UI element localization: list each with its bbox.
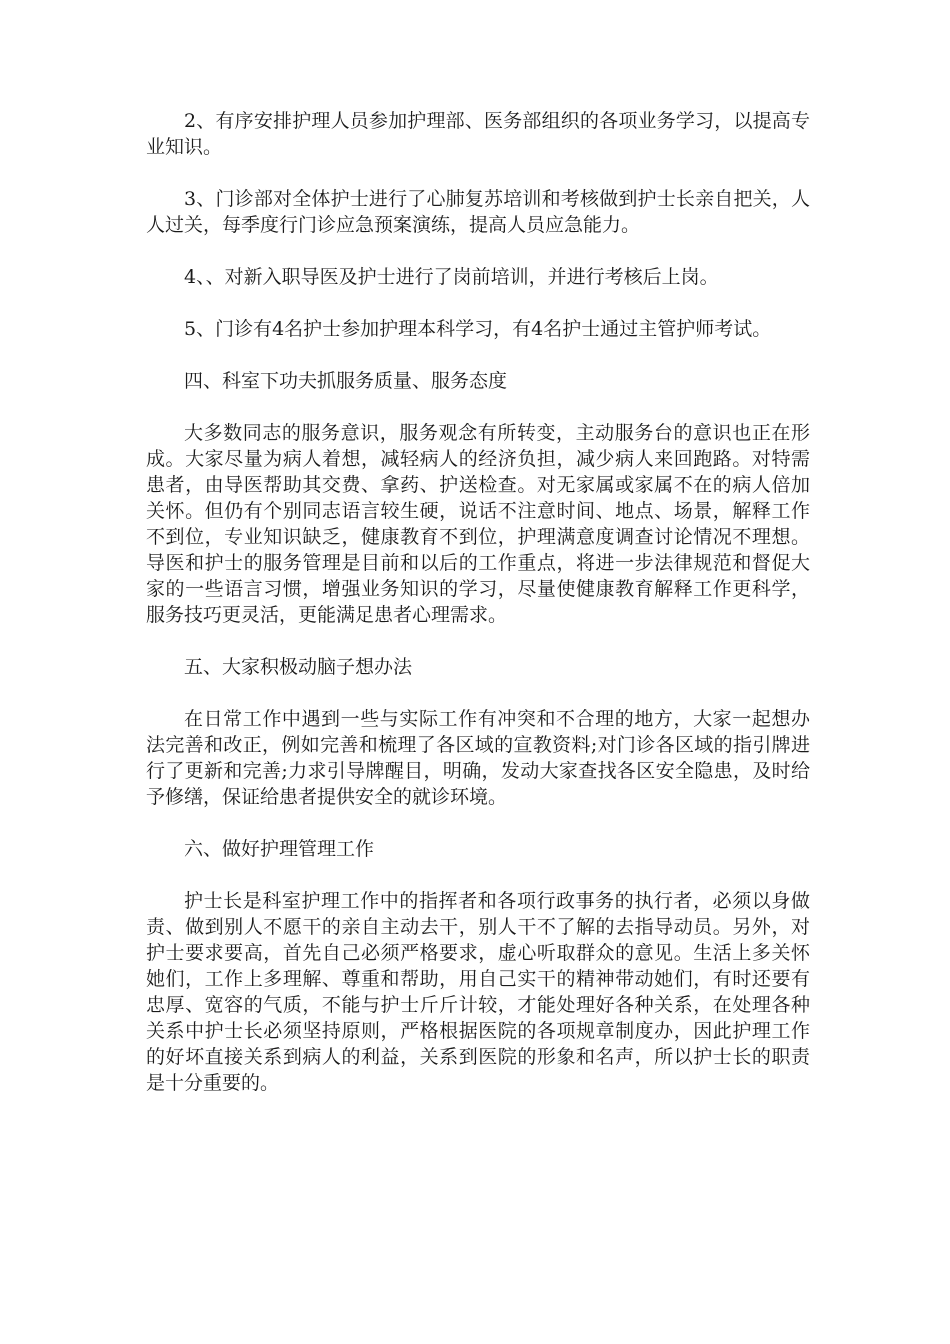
section-heading-4: 四、科室下功夫抓服务质量、服务态度 [184,370,508,392]
section-heading-5: 五、大家积极动脑子想办法 [184,656,413,678]
paragraph-item-3: 3、门诊部对全体护士进行了心肺复苏培训和考核做到护士长亲自把关，人人过关，每季度行门诊应急预案演练，提高人员应急能力。 [146,188,810,236]
paragraph-item-2: 2、有序安排护理人员参加护理部、医务部组织的各项业务学习，以提高专业知识。 [146,110,810,158]
paragraph-item-4: 4、、对新入职导医及护士进行了岗前培训，并进行考核后上岗。 [184,266,719,288]
paragraph-nursing-management: 护士长是科室护理工作中的指挥者和各项行政事务的执行者，必须以身做责、做到别人不愿干的亲自主动去干，别人干不了解的去指导动员。另外，对护士要求要高，首先自己必须严格要求，虚心听取群众的意见。生活上多关怀她们，工作上多理解、尊重和帮助，用自己实干的精神带动她们，有时还要有忠厚、宽容的气质，不能与护士斤斤计较，才能处理好各种关系，在处理各种关系中护士长必须坚持原则，严格根据医院的各项规章制度办，因此护理工作的好坏直接关系到病人的利益，关系到医院的形象和名声，所以护士长的职责是十分重要的。 [146,890,810,1094]
section-heading-6: 六、做好护理管理工作 [184,838,375,860]
paragraph-improvement: 在日常工作中遇到一些与实际工作有冲突和不合理的地方，大家一起想办法完善和改正，例如完善和梳理了各区域的宣教资料;对门诊各区域的指引牌进行了更新和完善;力求引导牌醒目，明确，发动大家查找各区安全隐患，及时给予修缮，保证给患者提供安全的就诊环境。 [146,708,810,808]
paragraph-service-quality: 大多数同志的服务意识，服务观念有所转变，主动服务台的意识也正在形成。大家尽量为病人着想，减轻病人的经济负担，减少病人来回跑路。对特需患者，由导医帮助其交费、拿药、护送检查。对无家属或家属不在的病人倍加关怀。但仍有个别同志语言较生硬，说话不注意时间、地点、场景，解释工作不到位，专业知识缺乏，健康教育不到位，护理满意度调查讨论情况不理想。导医和护士的服务管理是目前和以后的工作重点，将进一步法律规范和督促大家的一些语言习惯，增强业务知识的学习，尽量使健康教育解释工作更科学，服务技巧更灵活，更能满足患者心理需求。 [146,422,810,626]
document-page [146,108,810,1122]
paragraph-item-5: 5、门诊有4名护士参加护理本科学习，有4名护士通过主管护师考试。 [184,318,772,340]
